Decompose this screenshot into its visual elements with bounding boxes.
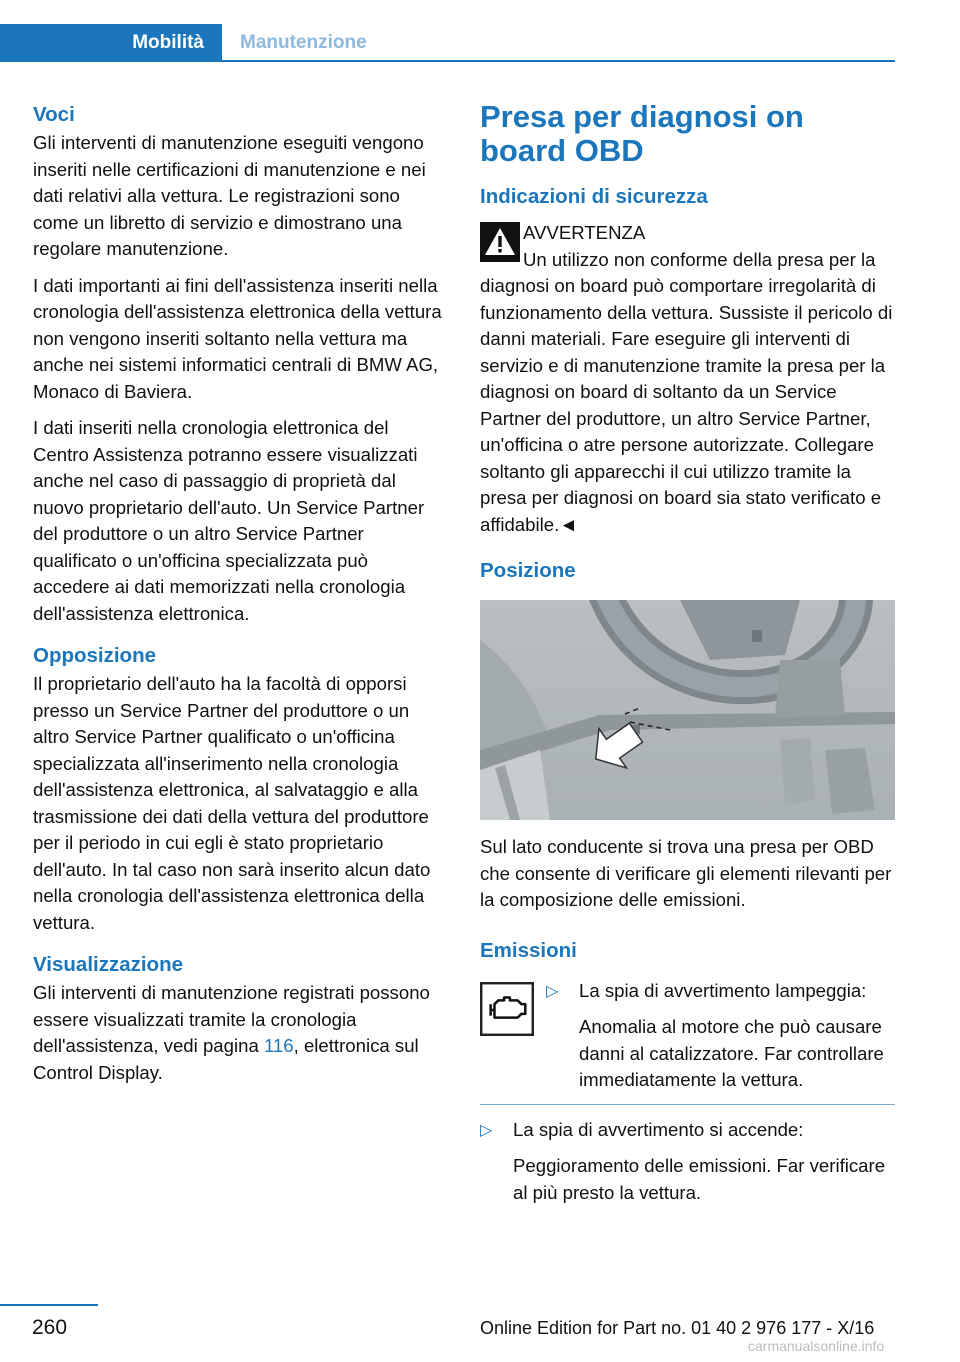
voci-paragraph-1: Gli interventi di manutenzione eseguiti vengono inseriti nelle certificazioni di manutenzione e nei dati relativi alla vettura. Le registrazioni sono come un libretto di servizio e dimostrano una regolare manutenzione. bbox=[33, 132, 426, 259]
visualizzazione-text-post: , elettronica sul Control Display. bbox=[33, 1035, 419, 1083]
warning-text bbox=[480, 247, 895, 539]
bullet-triangle-icon: ▷ bbox=[480, 1121, 493, 1139]
edition-text: Online Edition for Part no. 01 40 2 976 177 - X/16 bbox=[480, 1318, 875, 1338]
bullet-item-1 bbox=[546, 978, 895, 1094]
bullet-triangle-icon: ▷ bbox=[546, 982, 559, 1000]
right-column bbox=[480, 100, 895, 1216]
engine-warning-icon bbox=[480, 982, 534, 1036]
left-column bbox=[33, 100, 448, 1096]
voci-heading: Voci bbox=[33, 103, 75, 126]
safety-heading: Indicazioni di sicurezza bbox=[480, 185, 708, 208]
opposizione-heading: Opposizione bbox=[33, 644, 156, 667]
posizione-paragraph: Sul lato conducente si trova una presa per OBD che consente di verificare gli elementi rilevanti per la composizione delle emissioni. bbox=[480, 836, 892, 910]
emissioni-block bbox=[480, 978, 895, 1207]
voci-paragraph-2: I dati importanti ai fini dell'assistenza inseriti nella cronologia dell'assistenza elettronica della vettura non vengono inseriti soltanto nella vettura ma anche nei sistemi informatici centrali di BMW AG, Monaco di Baviera. bbox=[33, 274, 442, 402]
warning-label: AVVERTENZA bbox=[523, 222, 646, 243]
page-number: 260 bbox=[32, 1316, 68, 1339]
posizione-heading: Posizione bbox=[480, 559, 576, 582]
warning-triangle-icon bbox=[480, 222, 520, 262]
section-tab-label: Manutenzione bbox=[240, 32, 367, 53]
visualizzazione-text-pre: Gli interventi di manutenzione registrati possono essere visualizzati tramite la cronologia dell'assistenza, vedi pagina bbox=[33, 982, 430, 1056]
chapter-tab-active bbox=[0, 24, 222, 62]
visualizzazione-paragraph bbox=[33, 980, 448, 1086]
watermark: carmanualsonline.info bbox=[748, 1338, 885, 1354]
chapter-header bbox=[0, 24, 895, 62]
bullet-1-body: Anomalia al motore che può causare danni al catalizzatore. Far controllare immediatamente la vettura. bbox=[579, 1016, 884, 1090]
bullet-item-2 bbox=[480, 1117, 895, 1207]
bullet-separator bbox=[480, 1104, 895, 1105]
opposizione-paragraph: Il proprietario dell'auto ha la facoltà di opporsi presso un Service Partner del produttore o un altro Service Partner qualificato o un'officina specializzata all'inserimento nella cronologia dell'assistenza elettronica, al salvataggio e alla trasmissione dei dati della vettura del produttore per il periodo in cui egli è stato proprietario dell'auto. In tal caso non sarà inserito alcun dato nella cronologia dell'assistenza elettronica della vettura. bbox=[33, 673, 431, 933]
bullet-2-body: Peggioramento delle emissioni. Far verificare al più presto la vettura. bbox=[513, 1155, 886, 1203]
bullet-list bbox=[546, 978, 895, 1094]
bullet-1-head: La spia di avvertimento lampeggia: bbox=[579, 979, 867, 1001]
warning-text-content: Un utilizzo non conforme della presa per la diagnosi on board può comportare irregolarità di funzionamento della vettura. Sussiste il pericolo di danni materiali. Fare eseguire gli interventi di servizio e di manutenzione tramite la presa per la diagnosi on board di soltanto da un Service Partner del produttore, un altro Service Partner, un'officina o atre persone autorizzate. Collegare soltanto gli apparecchi il cui utilizzo tramite la presa per diagnosi on board sia stato verificato e affidabile.◄ bbox=[480, 248, 893, 535]
obd-location-image bbox=[480, 600, 895, 820]
voci-paragraph-3: I dati inseriti nella cronologia elettronica del Centro Assistenza potranno essere visualizzati anche nel caso di passaggio di proprietà dal nuovo proprietario dell'auto. Un Service Partner del produttore o un altro Service Partner qualificato o un'officina specializzata può accedere ai dati memorizzati nella cronologia dell'assistenza elettronica. bbox=[33, 417, 425, 624]
section-title: Presa per diagnosi on board OBD bbox=[480, 99, 804, 168]
emissioni-heading: Emissioni bbox=[480, 938, 577, 962]
footer-rule bbox=[0, 1304, 98, 1306]
bullet-2-head: La spia di avvertimento si accende: bbox=[513, 1118, 804, 1140]
obd-location-illustration bbox=[480, 600, 895, 820]
chapter-tab-label: Mobilità bbox=[132, 32, 204, 53]
visualizzazione-heading: Visualizzazione bbox=[33, 953, 184, 976]
header-rule bbox=[222, 60, 895, 62]
page-link[interactable]: 116 bbox=[263, 1035, 294, 1056]
warning-box bbox=[480, 220, 895, 538]
